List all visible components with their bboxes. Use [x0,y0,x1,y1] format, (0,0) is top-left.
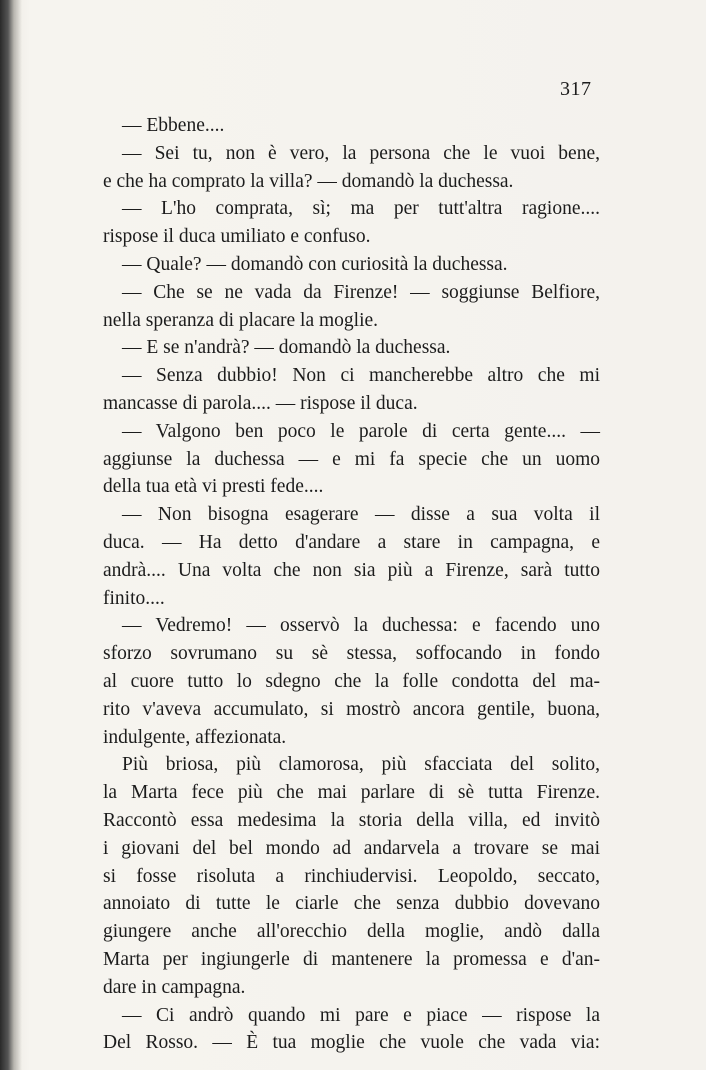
text-line: aggiunse la duchessa — e mi fa specie che un uomo [103,448,600,470]
text-line: Marta per ingiungerle di mantenere la promessa e d'an- [103,948,600,970]
text-line: nella speranza di placare la moglie. [103,309,379,331]
text-line: indulgente, affezionata. [103,726,287,748]
text-line: — E se n'andrà? — domandò la duchessa. [122,337,451,359]
text-line: duca. — Ha detto d'andare a stare in campagna, e [103,531,600,553]
text-line: Del Rosso. — È tua moglie che vuole che vada via: [103,1032,600,1054]
text-line: — Ci andrò quando mi pare e piace — rispose la [122,1004,600,1026]
text-line: finito.... [103,587,165,609]
text-line: giungere anche all'orecchio della moglie, andò dalla [103,921,600,943]
text-line: Raccontò essa medesima la storia della villa, ed invitò [103,809,600,831]
text-line: annoiato di tutte le ciarle che senza dubbio dovevano [103,893,600,915]
text-line: — Valgono ben poco le parole di certa gente.... — [122,420,600,442]
text-line: Più briosa, più clamorosa, più sfacciata del solito, [122,754,600,776]
text-line: si fosse risoluta a rinchiudervisi. Leopoldo, seccato, [103,865,600,887]
text-line: sforzo sovrumano su sè stessa, soffocando in fondo [103,643,600,665]
text-line: — Sei tu, non è vero, la persona che le vuoi bene, [122,142,600,164]
text-line: e che ha comprato la villa? — domandò la duchessa. [103,170,514,192]
text-line: al cuore tutto lo sdegno che la folle condotta del ma- [103,670,600,692]
text-line: la Marta fece più che mai parlare di sè tutta Firenze. [103,782,600,804]
text-line: — Quale? — domandò con curiosità la duchessa. [122,253,508,275]
text-line: mancasse di parola.... — rispose il duca. [103,392,418,414]
page-number: 317 [560,78,592,100]
text-line: — Vedremo! — osservò la duchessa: e facendo uno [122,615,600,637]
text-line: — Che se ne vada da Firenze! — soggiunse Belfiore, [122,281,600,303]
text-line: andrà.... Una volta che non sia più a Firenze, sarà tutto [103,559,600,581]
text-line: della tua età vi presti fede.... [103,476,324,498]
text-line: — Non bisogna esagerare — disse a sua volta il [122,504,600,526]
text-line: rito v'aveva accumulato, si mostrò ancora gentile, buona, [103,698,600,720]
text-line: — Ebbene.... [122,115,225,136]
text-line: dare in campagna. [103,976,246,998]
text-line: i giovani del bel mondo ad andarvela a trovare se mai [103,837,600,859]
text-line: — L'ho comprata, sì; ma per tutt'altra ragione.... [122,198,600,220]
body-text [103,112,600,1057]
text-line: — Senza dubbio! Non ci mancherebbe altro che mi [122,365,600,387]
binding-edge [0,0,22,1070]
text-line: rispose il duca umiliato e confuso. [103,226,371,248]
